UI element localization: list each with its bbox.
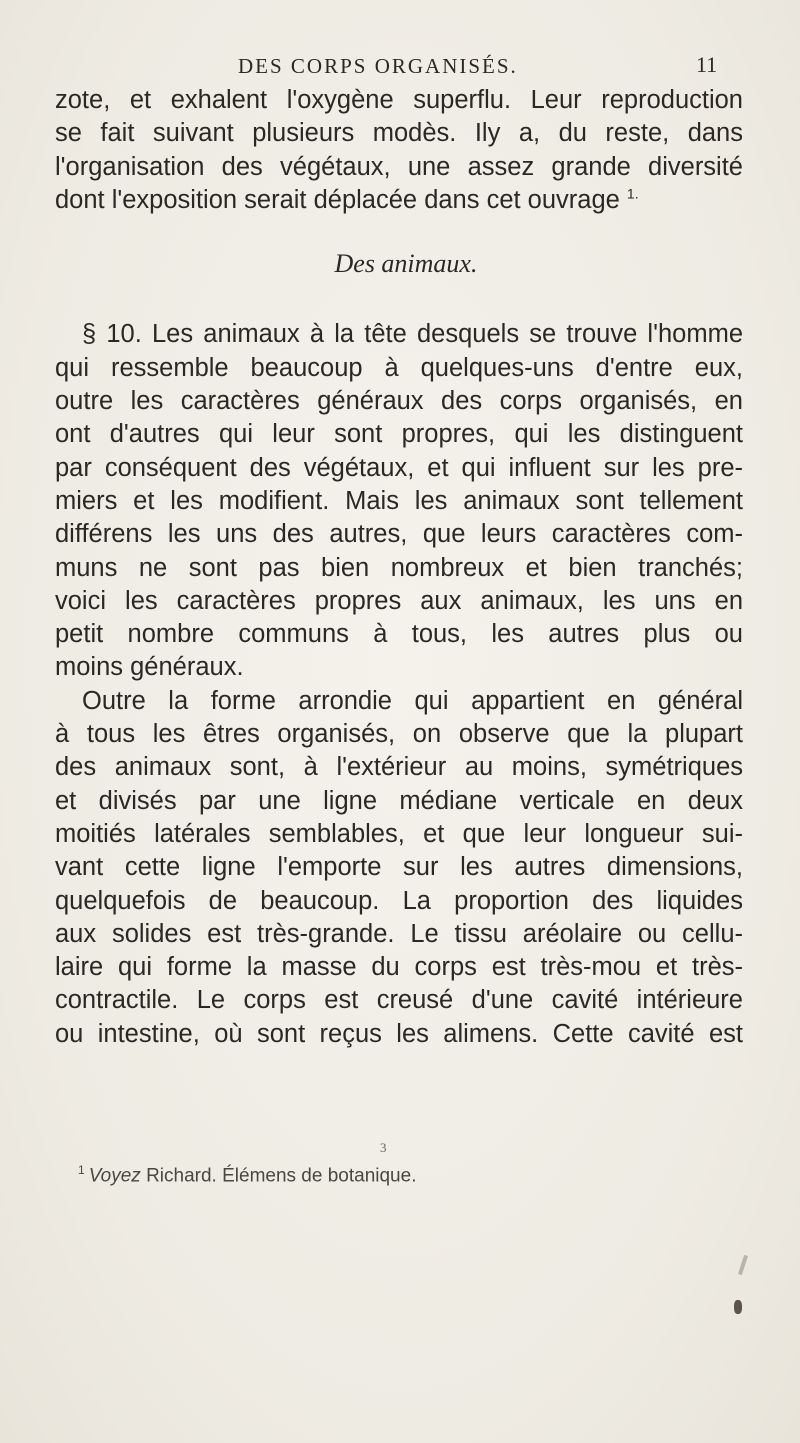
intro-line-3: l'organisation des végétaux, une assez grande diversité [55, 152, 743, 181]
intro-line-4-text: dont l'exposition serait déplacée dans cet ouvrage [55, 185, 620, 214]
paragraph-2 [55, 685, 743, 1051]
paragraph-1-line: qui ressemble beaucoup à quelques-uns d'entre eux, [55, 353, 743, 382]
intro-line-4 [55, 184, 743, 217]
ink-dot-mark [734, 1300, 742, 1314]
paragraph-1-line: par conséquent des végétaux, et qui influent sur les pre- [55, 453, 743, 482]
paragraph-2-line: à tous les êtres organisés, on observe que la plupart [55, 720, 743, 749]
paragraph-2-line: et divisés par une ligne médiane verticale en deux [55, 786, 743, 815]
footnote [78, 1163, 416, 1187]
paragraph-1 [55, 318, 743, 684]
paragraph-2-line: laire qui forme la masse du corps est très-mou et très- [55, 953, 743, 982]
section-heading: Des animaux. [334, 249, 478, 279]
footnote-reference: 1. [626, 185, 639, 202]
paragraph-2-line: aux solides est très-grande. Le tissu aréolaire ou cellu- [55, 919, 743, 948]
running-head [0, 54, 800, 84]
paragraph-2-line: moitiés latérales semblables, et que leur longueur sui- [55, 819, 743, 848]
paragraph-2-line: des animaux sont, à l'extérieur au moins, symétriques [55, 753, 743, 782]
paragraph-2-line: contractile. Le corps est creusé d'une cavité intérieure [55, 986, 743, 1015]
footnote-voyez: Voyez [88, 1165, 141, 1187]
paragraph-1-line: outre les caractères généraux des corps organisés, en [55, 387, 743, 416]
paragraph-1-line: petit nombre communs à tous, les autres plus ou [55, 620, 743, 649]
running-title: DES CORPS ORGANISÉS. [238, 54, 518, 78]
paragraph-2-line: ou intestine, où sont reçus les alimens. Cette cavité est [55, 1019, 743, 1048]
paragraph-1-line: différens les uns des autres, que leurs caractères com- [55, 520, 743, 549]
paragraph-2-line: Outre la forme arrondie qui appartient en général [82, 686, 743, 715]
paragraph-2-line: vant cette ligne l'emporte sur les autres dimensions, [55, 853, 743, 882]
signature-mark: 3 [380, 1140, 387, 1155]
paragraph-2-line: quelquefois de beaucoup. La proportion des liquides [55, 886, 743, 915]
paragraph-1-line: ont d'autres qui leur sont propres, qui les distinguent [55, 420, 743, 449]
paragraph-1-line: muns ne sont pas bien nombreux et bien tranchés; [55, 553, 743, 582]
paragraph-1-line: moins généraux. [55, 653, 244, 682]
body-text [55, 84, 743, 1051]
intro-line-2: se fait suivant plusieurs modès. Ily a, du reste, dans [55, 119, 743, 148]
page-number: 11 [696, 52, 718, 77]
paragraph-1-line: miers et les modifient. Mais les animaux sont tellement [55, 486, 743, 515]
ink-stroke-mark [738, 1255, 748, 1275]
paragraph-1-line: voici les caractères propres aux animaux, les uns en [55, 586, 743, 615]
intro-line-1: zote, et exhalent l'oxygène superflu. Leur reproduction [55, 86, 743, 114]
footnote-text: Richard. Élémens de botanique. [146, 1165, 417, 1187]
footnote-marker: 1 [78, 1163, 85, 1177]
paragraph-1-line: § 10. Les animaux à la tête desquels se trouve l'homme [82, 320, 743, 349]
